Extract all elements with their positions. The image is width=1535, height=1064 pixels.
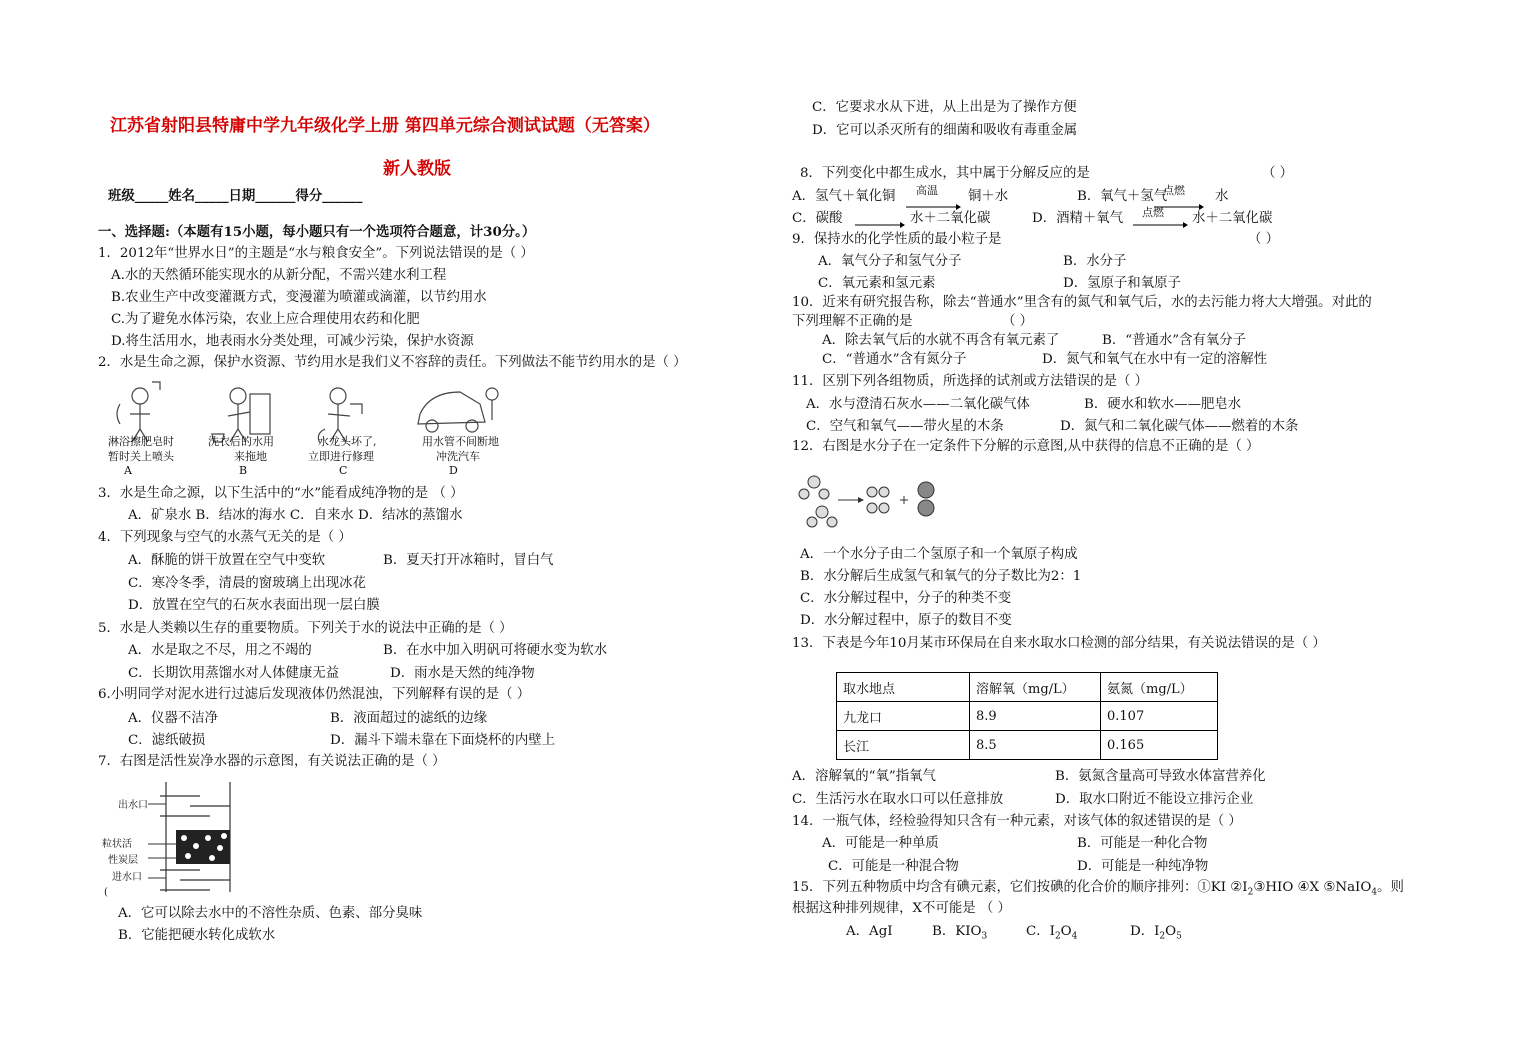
q12-option-c: C．水分解过程中，分子的种类不变 (800, 591, 1012, 606)
q9-option-c: C．氧元素和氢元素 (818, 276, 936, 291)
q10-option-a: A．除去氧气后的水就不再含有氧元素了 (822, 333, 1060, 348)
q10-option-c: C．“普通水”含有氮分子 (822, 352, 967, 367)
q2-caption-d2: 冲洗汽车 (436, 450, 480, 463)
q2-label-c: C (339, 464, 348, 477)
q13-option-a: A．溶解氧的“氧”指氧气 (792, 769, 936, 784)
q10-stem-line2: 下列理解不正确的是 (792, 314, 913, 329)
table-cell: 长江 (837, 731, 970, 760)
q2-caption-a1: 淋浴擦肥皂时 (108, 435, 174, 448)
q8-option-c-left: C．碳酸 (792, 211, 843, 226)
student-info-line: 班级_____姓名_____日期______得分______ (108, 188, 363, 204)
q14-option-d: D．可能是一种纯净物 (1077, 859, 1209, 874)
q7-option-c: C．它要求水从下进，从上出是为了操作方便 (812, 100, 1077, 115)
q2-stem: 2．水是生命之源，保护水资源、节约用水是我们义不容辞的责任。下列做法不能节约用水的是（ ） (98, 355, 687, 370)
q12-option-d: D．水分解过程中，原子的数目不变 (800, 613, 1012, 628)
q12-water-decomposition-diagram (792, 468, 942, 534)
q4-option-a: A．酥脆的饼干放置在空气中变软 (128, 553, 326, 568)
q5-option-c: C．长期饮用蒸馏水对人体健康无益 (128, 666, 340, 681)
q2-caption-c2: 立即进行修理 (308, 450, 374, 463)
subscript: 2 (1247, 887, 1254, 898)
q14-option-b: B．可能是一种化合物 (1077, 836, 1208, 851)
reaction-arrow-icon (906, 199, 961, 205)
q15-option-d-o: O (1165, 924, 1177, 939)
q8-option-b-right: 水 (1215, 189, 1229, 204)
subscript: 4 (1071, 931, 1078, 942)
q6-option-c: C．滤纸破损 (128, 733, 206, 748)
q15-option-c-o: O (1060, 924, 1072, 939)
q10-option-d: D．氮气和氧气在水中有一定的溶解性 (1042, 352, 1267, 367)
q2-label-a: A (124, 464, 132, 477)
q9-option-a: A．氧气分子和氢气分子 (818, 254, 962, 269)
q13-results-table (836, 672, 1218, 760)
q4-option-c: C．寒冷冬季，清晨的窗玻璃上出现冰花 (128, 576, 366, 591)
q8-stem: 8．下列变化中都生成水，其中属于分解反应的是 (800, 166, 1090, 181)
q2-caption-a2: 暂时关上喷头 (108, 450, 174, 463)
q7-label-carbon2: 性炭层 (108, 855, 138, 866)
q12-option-a: A．一个水分子由二个氢原子和一个氧原子构成 (800, 547, 1078, 562)
q7-option-d: D．它可以杀灭所有的细菌和吸收有毒重金属 (812, 123, 1078, 138)
table-cell: 8.5 (970, 731, 1101, 760)
table-cell: 0.165 (1101, 731, 1218, 760)
q15-option-d (1130, 923, 1182, 946)
subscript: 3 (981, 931, 988, 942)
q15-option-b-text: B．KIO (932, 924, 982, 939)
q15-stem-part3: 。则 (1377, 880, 1404, 895)
q1-option-a: A.水的天然循环能实现水的从新分配，不需兴建水利工程 (111, 268, 447, 283)
subscript: 4 (1371, 887, 1378, 898)
reaction-arrow-icon (1133, 217, 1188, 223)
q8-option-d-left: D．酒精＋氧气 (1032, 211, 1124, 226)
q7-stem: 7．右图是活性炭净水器的示意图，有关说法正确的是（ ） (98, 754, 446, 769)
subscript: 5 (1176, 931, 1182, 942)
q12-option-b: B．水分解后生成氢气和氧气的分子数比为2：1 (800, 569, 1082, 584)
q15-stem-line2: 根据这种排列规律，X不可能是 （ ） (792, 901, 1011, 916)
table-header-row (837, 673, 1218, 702)
q8-option-b-cond: 点燃 (1163, 184, 1185, 197)
q15-option-b (932, 923, 987, 946)
q8-option-d-right: 水＋二氧化碳 (1192, 211, 1273, 226)
q4-stem: 4．下列现象与空气的水蒸气无关的是（ ） (98, 530, 352, 545)
q15-stem-part1: 15．下列五种物质中均含有碘元素，它们按碘的化合价的顺序排列：①KI ②I (792, 880, 1248, 895)
q6-option-a: A．仪器不洁净 (128, 711, 219, 726)
q2-label-b: B (239, 464, 248, 477)
q5-stem: 5．水是人类赖以生存的重要物质。下列关于水的说法中正确的是（ ） (98, 621, 513, 636)
q8-paren: （ ） (1262, 166, 1294, 181)
table-cell: 九龙口 (837, 702, 970, 731)
q14-option-a: A．可能是一种单质 (822, 836, 939, 851)
q1-option-d: D.将生活用水，地表雨水分类处理，可减少污染，保护水资源 (111, 334, 474, 349)
q7-option-b: B．它能把硬水转化成软水 (118, 928, 276, 943)
table-header-cell: 取水地点 (837, 673, 970, 702)
q8-option-a-right: 铜＋水 (968, 189, 1009, 204)
q11-option-b: B．硬水和软水——肥皂水 (1084, 397, 1242, 412)
q6-stem: 6.小明同学对泥水进行过滤后发现液体仍然混浊，下列解释有误的是（ ） (98, 687, 531, 702)
q8-option-c-right: 水＋二氧化碳 (910, 211, 991, 226)
q15-option-d-text: D．I (1130, 924, 1160, 939)
q6-option-b: B．液面超过的滤纸的边缘 (330, 711, 488, 726)
q9-option-d: D．氢原子和氧原子 (1063, 276, 1181, 291)
q12-stem: 12．右图是水分子在一定条件下分解的示意图,从中获得的信息不正确的是（ ） (792, 439, 1260, 454)
table-cell: 0.107 (1101, 702, 1218, 731)
q7-label-inlet: 进水口 (112, 872, 142, 883)
q11-option-a: A．水与澄清石灰水——二氧化碳气体 (806, 397, 1030, 412)
q4-option-b: B．夏天打开冰箱时，冒白气 (383, 553, 554, 568)
q7-label-carbon1: 粒状活 (102, 839, 132, 850)
q2-label-d: D (449, 464, 458, 477)
q10-stem-line1: 10．近来有研究报告称，除去“普通水”里含有的氮气和氧气后，水的去污能力将大大增强。对此的 (792, 295, 1372, 310)
q6-option-d: D．漏斗下端未靠在下面烧杯的内壁上 (330, 733, 555, 748)
table-header-cell: 溶解氧（mg/L） (970, 673, 1101, 702)
q2-caption-b1: 洗衣后的水用 (208, 435, 274, 448)
q3-stem: 3．水是生命之源，以下生活中的“水”能看成纯净物的是 （ ） (98, 486, 464, 501)
q11-option-d: D．氮气和二氧化碳气体——燃着的木条 (1060, 419, 1299, 434)
q9-option-b: B．水分子 (1063, 254, 1127, 269)
q11-option-c: C．空气和氧气——带火星的木条 (806, 419, 1004, 434)
q1-option-b: B.农业生产中改变灌溉方式，变漫灌为喷灌或滴灌，以节约用水 (111, 290, 487, 305)
subscript: 2 (1159, 931, 1166, 942)
q15-option-c-text: C．I (1026, 924, 1055, 939)
q13-option-b: B．氨氮含量高可导致水体富营养化 (1055, 769, 1266, 784)
q7-label-outlet: 出水口 (118, 800, 148, 811)
q5-option-b: B．在水中加入明矾可将硬水变为软水 (383, 643, 608, 658)
q4-option-d: D．放置在空气的石灰水表面出现一层白膜 (128, 598, 380, 613)
q13-stem: 13．下表是今年10月某市环保局在自来水取水口检测的部分结果，有关说法错误的是（ ） (792, 636, 1326, 651)
table-cell: 8.9 (970, 702, 1101, 731)
q10-option-b: B．“普通水”含有氧分子 (1102, 333, 1247, 348)
q14-option-c: C．可能是一种混合物 (828, 859, 959, 874)
q15-stem-part2: ③HIO ④X ⑤NaIO (1253, 880, 1372, 895)
q9-stem: 9．保持水的化学性质的最小粒子是 (792, 232, 1002, 247)
q13-option-c: C．生活污水在取水口可以任意排放 (792, 792, 1004, 807)
page-subtitle: 新人教版 (383, 159, 451, 179)
subscript: 2 (1054, 931, 1061, 942)
q13-option-d: D．取水口附近不能设立排污企业 (1055, 792, 1254, 807)
q8-option-a-left: A．氢气＋氧化铜 (792, 189, 896, 204)
q11-stem: 11．区别下列各组物质，所选择的试剂或方法错误的是（ ） (792, 374, 1149, 389)
q1-option-c: C.为了避免水体污染，农业上应合理使用农药和化肥 (111, 312, 420, 327)
q1-stem: 1．2012年“世界水日”的主题是“水与粮食安全”。下列说法错误的是（ ） (98, 246, 534, 261)
q15-option-a: A．AgI (846, 924, 893, 939)
q8-option-b-left: B．氧气＋氢气 (1077, 189, 1168, 204)
q7-option-a: A．它可以除去水中的不溶性杂质、色素、部分臭味 (118, 906, 423, 921)
q9-paren: （ ） (1248, 232, 1280, 247)
q14-stem: 14．一瓶气体，经检验得知只含有一种元素，对该气体的叙述错误的是（ ） (792, 814, 1242, 829)
q2-caption-c1: 水龙头坏了, (318, 435, 377, 448)
reaction-arrow-icon (855, 217, 905, 223)
table-row (837, 702, 1218, 731)
q2-caption-b2: 来拖地 (234, 450, 267, 463)
q15-stem-line1 (792, 879, 1404, 902)
q10-paren: （ ） (1002, 314, 1034, 329)
q5-option-a: A．水是取之不尽，用之不竭的 (128, 643, 312, 658)
molecule-diagram-icon (792, 468, 942, 534)
q8-option-a-cond: 高温 (916, 184, 938, 197)
table-row (837, 731, 1218, 760)
q3-options: A．矿泉水 B．结冰的海水 C．自来水 D．结冰的蒸馏水 (128, 508, 463, 523)
q2-caption-d1: 用水管不间断地 (422, 435, 499, 448)
section-heading: 一、选择题:（本题有15小题，每小题只有一个选项符合题意，计30分。） (98, 224, 536, 240)
q5-option-d: D．雨水是天然的纯净物 (390, 666, 535, 681)
table-header-cell: 氨氮（mg/L） (1101, 673, 1218, 702)
q7-label-paren: ( (104, 887, 108, 898)
q8-option-d-cond: 点燃 (1142, 206, 1164, 219)
page-title: 江苏省射阳县特庸中学九年级化学上册 第四单元综合测试试题（无答案） (110, 116, 660, 136)
q15-option-c (1026, 923, 1077, 946)
